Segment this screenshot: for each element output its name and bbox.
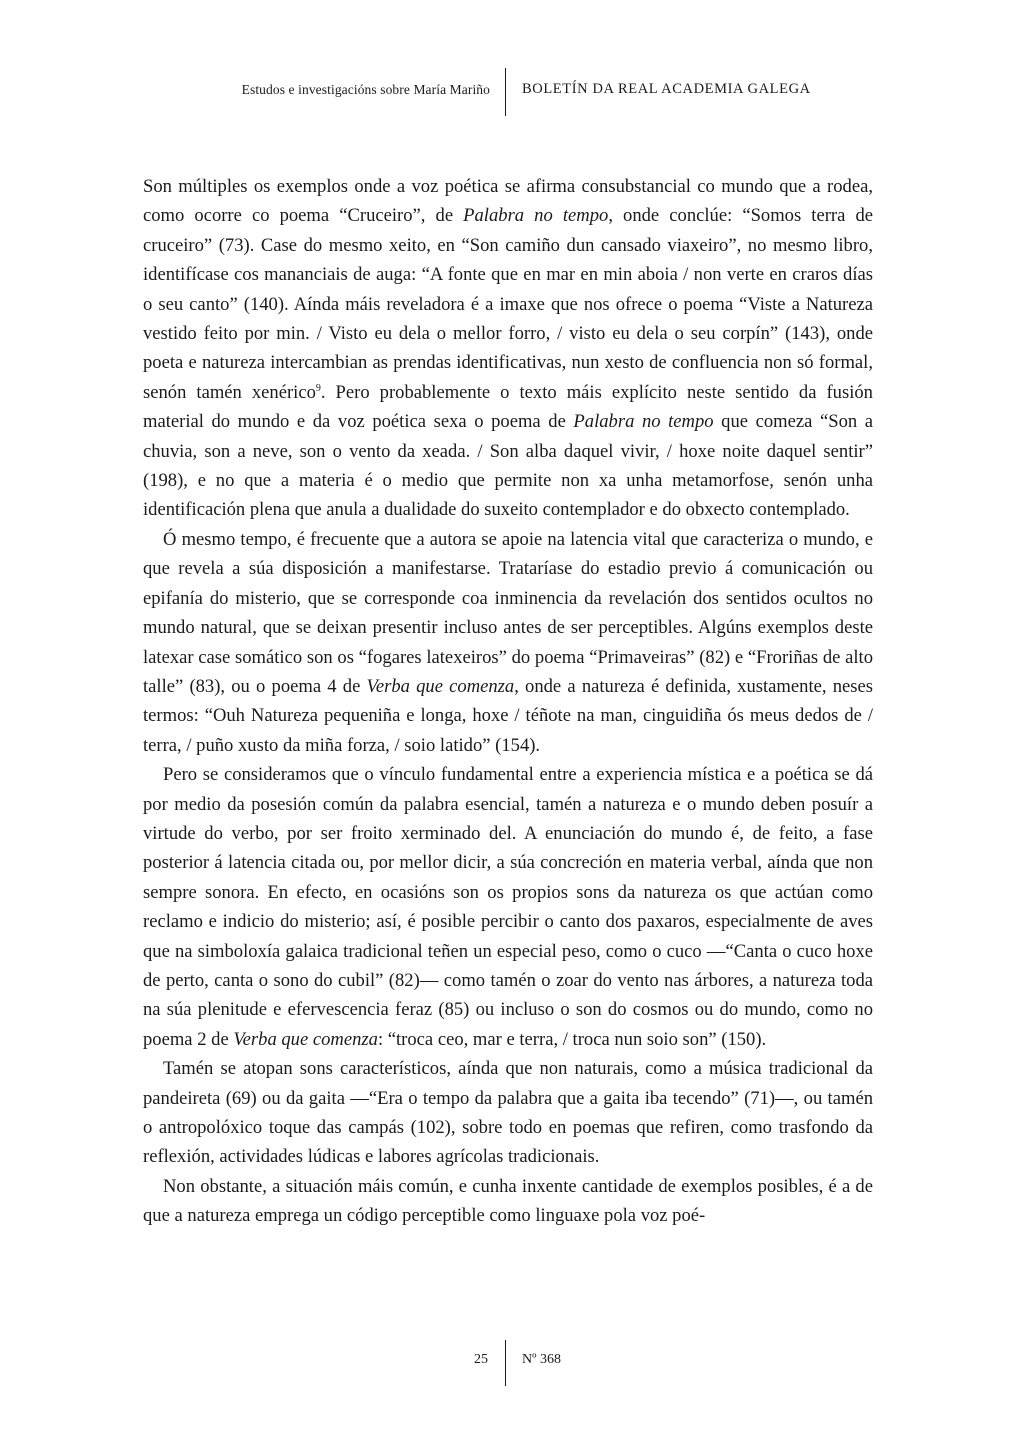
header-journal-title: BOLETÍN DA REAL ACADEMIA GALEGA: [522, 81, 811, 97]
header-divider: [505, 68, 506, 116]
running-footer: [0, 1340, 1010, 1390]
body-text: [143, 172, 873, 1231]
issue-number: Nº 368: [522, 1352, 561, 1367]
book-title: Palabra no tempo: [463, 205, 609, 227]
header-section-title: Estudos e investigacións sobre María Mariño: [241, 82, 490, 97]
running-header: [0, 68, 1010, 118]
book-title: Verba que comenza: [366, 675, 515, 697]
paragraph-1: Son múltiples os exemplos onde a voz poética se afirma consubstancial co mundo que a rodea, como ocorre co poema “Cruceiro”, de Palabra no tempo, onde conclúe: “Somos terra de cruceiro” (73). Case do mesmo xeito, en “Son camiño dun cansado viaxeiro”, no mesmo libro, identifícase cos mananciais de auga: “A fonte que en mar en min aboia / non verte en craros días o seu canto” (140). Aínda máis reveladora é a imaxe que nos ofrece o poema “Viste a Natureza vestido feito por min. / Visto eu dela o mellor forro, / visto eu dela o seu corpín” (143), onde poeta e natureza intercambian as prendas identificativas, nun xesto de confluencia non só formal, senón tamén xenérico$^9$. Pero probablemente o texto máis explícito neste sentido da fusión material do mundo e da voz poética sexa o poema de Palabra no tempo que comeza “Son a chuvia, son a neve, son o vento da xeada. / Son alba daquel vivir, / hoxe noite daquel sentir” (198), e no que a materia é o medio que permite non xa unha metamorfose, senón unha identificación plena que anula a dualidade do suxeito contemplador e do obxecto contemplado.: [143, 176, 874, 521]
book-title: Palabra no tempo: [573, 411, 714, 433]
book-title: Verba que comenza: [233, 1028, 378, 1050]
paragraph-4: Tamén se atopan sons característicos, aínda que non naturais, como a música tradicional da pandeireta (69) ou da gaita —“Era o tempo da palabra que a gaita iba tecendo” (71)—, ou tamén o antropolóxico toque das campás (102), sobre todo en poemas que refiren, como trasfondo da reflexión, actividades lúdicas e labores agrícolas tradicionais.: [143, 1058, 873, 1168]
footnote-marker[interactable]: 9: [315, 382, 321, 394]
paragraph-3: Pero se consideramos que o vínculo fundamental entre a experiencia mística e a poética se dá por medio da posesión común da palabra esencial, tamén a natureza e o mundo deben posuír a virtude do verbo, por ser froito xerminado del. A enunciación do mundo é, de feito, a fase posterior á latencia citada ou, por mellor dicir, a súa concreción en materia verbal, aínda que non sempre sonora. En efecto, en ocasións son os propios sons da natureza os que actúan como reclamo e indicio do misterio; así, é posible percibir o canto dos paxaros, especialmente de aves que na simboloxía galaica tradicional teñen un especial peso, como o cuco —“Canta o cuco hoxe de perto, canta o sono do cubil” (82)— como tamén o zoar do vento nas árbores, a natureza toda na súa plenitude e efervescencia feraz (85) ou incluso o son do cosmos ou do mundo, como no poema 2 de Verba que comenza: “troca ceo, mar e terra, / troca nun soio son” (150).: [143, 764, 873, 1050]
page-number: 25: [474, 1352, 488, 1367]
paragraph-5: Non obstante, a situación máis común, e cunha inxente cantidade de exemplos posibles, é a de que a natureza emprega un código perceptible como linguaxe pola voz poé-: [143, 1175, 873, 1227]
paragraph-2: Ó mesmo tempo, é frecuente que a autora se apoie na latencia vital que caracteriza o mundo, e que revela a súa disposición a manifestarse. Trataríase do estadio previo á comunicación ou epifanía do misterio, que se corresponde coa inminencia da revelación dos sentidos ocultos no mundo natural, que se deixan presentir incluso antes de ser perceptibles. Algúns exemplos deste latexar case somático son os “fogares latexeiros” do poema “Primaveiras” (82) e “Froriñas de alto talle” (83), ou o poema 4 de Verba que comenza, onde a natureza é definida, xustamente, neses termos: “Ouh Natureza pequeniña e longa, hoxe / téñote na man, cinguidiña ós meus dedos de / terra, / puño xusto da miña forza, / soio latido” (154).: [143, 528, 873, 756]
footer-divider: [505, 1340, 506, 1386]
